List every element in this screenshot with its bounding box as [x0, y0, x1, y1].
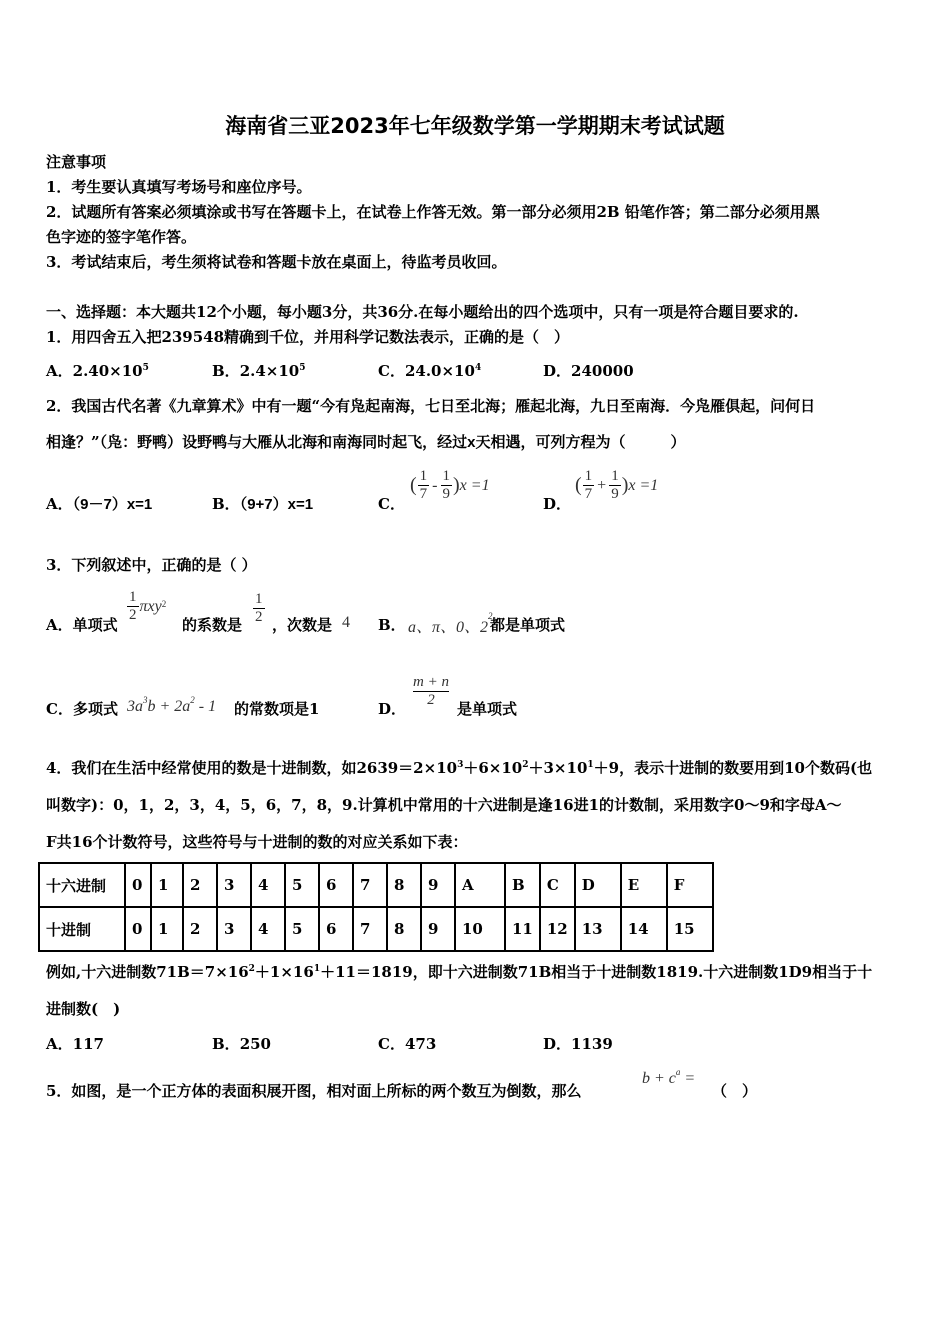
- table-cell: C: [540, 863, 575, 907]
- table-cell: 3: [217, 907, 251, 951]
- q3-option-a-monomial: $\frac{1}{2}$ πxy $^2$: [129, 589, 167, 623]
- table-header-cell: 十进制: [39, 907, 125, 951]
- table-cell: 6: [319, 863, 353, 907]
- table-cell: 5: [285, 907, 319, 951]
- table-cell: 4: [251, 907, 285, 951]
- question-2-line2: 相逢？”（凫：野鸭）设野鸭与大雁从北海和南海同时起飞，经过x天相遇，可列方程为（ ）: [46, 433, 686, 451]
- q3-option-c-tail: 的常数项是1: [234, 700, 320, 718]
- q3-option-d-label: D．: [378, 700, 407, 718]
- table-cell: D: [575, 863, 621, 907]
- table-cell: 2: [183, 907, 217, 951]
- question-5-stem: 5．如图，是一个正方体的表面积展开图，相对面上所标的两个数互为倒数，那么: [46, 1082, 582, 1100]
- table-cell: 7: [353, 863, 387, 907]
- q2-option-b: B．（9+7）x=1: [212, 495, 314, 513]
- q1-option-a: A．$2.40\times 10^5$: [46, 362, 149, 380]
- q3-option-c-label: C．多项式: [46, 700, 118, 718]
- table-cell: 8: [387, 863, 421, 907]
- question-1-stem: 1．用四舍五入把239548精确到千位，并用科学记数法表示，正确的是（ ）: [46, 328, 570, 346]
- table-cell: 5: [285, 863, 319, 907]
- q2-option-d-label: D．: [543, 495, 572, 513]
- table-cell: 3: [217, 863, 251, 907]
- q4-option-c: C．473: [378, 1035, 437, 1053]
- q3-option-b-expr: a、π、0、$2^2$: [408, 611, 493, 636]
- table-cell: 0: [125, 907, 151, 951]
- q1-option-d: D．240000: [543, 362, 634, 380]
- q3-option-d-fraction: $\frac{m + n}{2}$: [413, 674, 449, 708]
- question-5-blank: （ ）: [712, 1082, 758, 1100]
- q3-option-a-degree: 4: [342, 614, 350, 631]
- q3-option-c-expr: $3a^3b + 2a^2 - 1$: [127, 695, 217, 715]
- q4-option-b: B．250: [212, 1035, 271, 1053]
- question-4-line2: 叫数字)：0，1，2，3，4，5，6，7，8，9.计算机中常用的十六进制是逢16进1的计数制，采用数字0～9和字母A～: [46, 796, 842, 814]
- question-3-stem: 3．下列叙述中，正确的是（ ）: [46, 556, 257, 574]
- q4-option-a: A．117: [46, 1035, 104, 1053]
- q1-option-b: B．$2.4\times 10^5$: [212, 362, 306, 380]
- table-cell: E: [621, 863, 667, 907]
- table-cell: 15: [667, 907, 713, 951]
- notice-item: 2．试题所有答案必须填涂或书写在答题卡上，在试卷上作答无效。第一部分必须用2B 铅笔作答；第二部分必须用黑: [46, 203, 820, 221]
- q3-option-b-tail: 都是单项式: [490, 616, 566, 634]
- notice-item: 3．考试结束后，考生须将试卷和答题卡放在桌面上，待监考员收回。: [46, 253, 507, 271]
- q2-option-c-equation: ( $\frac{1}{7}$ - $\frac{1}{9}$ ) x =1: [410, 468, 490, 502]
- table-cell: 13: [575, 907, 621, 951]
- table-cell: 1: [151, 863, 183, 907]
- table-cell: 6: [319, 907, 353, 951]
- page-title: 海南省三亚2023年七年级数学第一学期期末考试试题: [225, 114, 725, 138]
- table-cell: A: [455, 863, 505, 907]
- table-cell: 0: [125, 863, 151, 907]
- question-4-example: 例如,十六进制数$71B=7\times 16^2+1\times 16^1+11=1819$，即十六进制数71B相当于十进制数1819.十六进制数1D9相当于十: [46, 963, 873, 981]
- table-cell: 4: [251, 863, 285, 907]
- q1-option-c: C．$24.0\times 10^4$: [378, 362, 482, 380]
- table-row: [39, 863, 713, 907]
- question-5-expression: $b + c^a$ =: [642, 1067, 696, 1087]
- q3-option-b-label: B．: [378, 616, 406, 634]
- q2-option-c-label: C．: [378, 495, 405, 513]
- q3-option-a-degree-text: ，次数是: [272, 616, 333, 634]
- q2-option-d-equation: ( $\frac{1}{7}$ + $\frac{1}{9}$ ) x =1: [575, 468, 659, 502]
- q3-option-a-coef: $\frac{1}{2}$: [255, 591, 263, 625]
- table-cell: F: [667, 863, 713, 907]
- q3-option-a-coef-text: 的系数是: [182, 616, 243, 634]
- question-4-example-line2: 进制数( ): [46, 1000, 121, 1018]
- table-cell: 8: [387, 907, 421, 951]
- q3-option-d-tail: 是单项式: [457, 700, 518, 718]
- question-4-line1: 4．我们在生活中经常使用的数是十进制数，如$2639=2\times 10^3+6\times 10^2+3\times 10^1+9$，表示十进制的数要用到10个数码(也: [46, 759, 873, 777]
- table-cell: 2: [183, 863, 217, 907]
- table-cell: 11: [505, 907, 540, 951]
- notice-item: 1．考生要认真填写考场号和座位序号。: [46, 178, 312, 196]
- section-heading: 一、选择题：本大题共12个小题，每小题3分，共36分.在每小题给出的四个选项中，只有一项是符合题目要求的.: [46, 303, 799, 321]
- q2-option-a: A．（9－7）x=1: [46, 495, 153, 513]
- table-cell: 9: [421, 863, 455, 907]
- question-2-line1: 2．我国古代名著《九章算术》中有一题“今有凫起南海，七日至北海；雁起北海，九日至南海．今凫雁俱起，问何日: [46, 397, 816, 415]
- table-cell: 1: [151, 907, 183, 951]
- question-4-line3: F共16个计数符号，这些符号与十进制的数的对应关系如下表：: [46, 833, 468, 851]
- table-row: [39, 907, 713, 951]
- table-cell: 10: [455, 907, 505, 951]
- notice-item: 色字迹的签字笔作答。: [46, 228, 197, 246]
- q4-option-d: D．1139: [543, 1035, 613, 1053]
- table-cell: 7: [353, 907, 387, 951]
- table-cell: 14: [621, 907, 667, 951]
- table-cell: 12: [540, 907, 575, 951]
- table-cell: 9: [421, 907, 455, 951]
- notice-heading: 注意事项: [46, 153, 107, 171]
- table-cell: B: [505, 863, 540, 907]
- hex-decimal-table: [38, 862, 714, 952]
- table-header-cell: 十六进制: [39, 863, 125, 907]
- q3-option-a-label: A．单项式: [46, 616, 118, 634]
